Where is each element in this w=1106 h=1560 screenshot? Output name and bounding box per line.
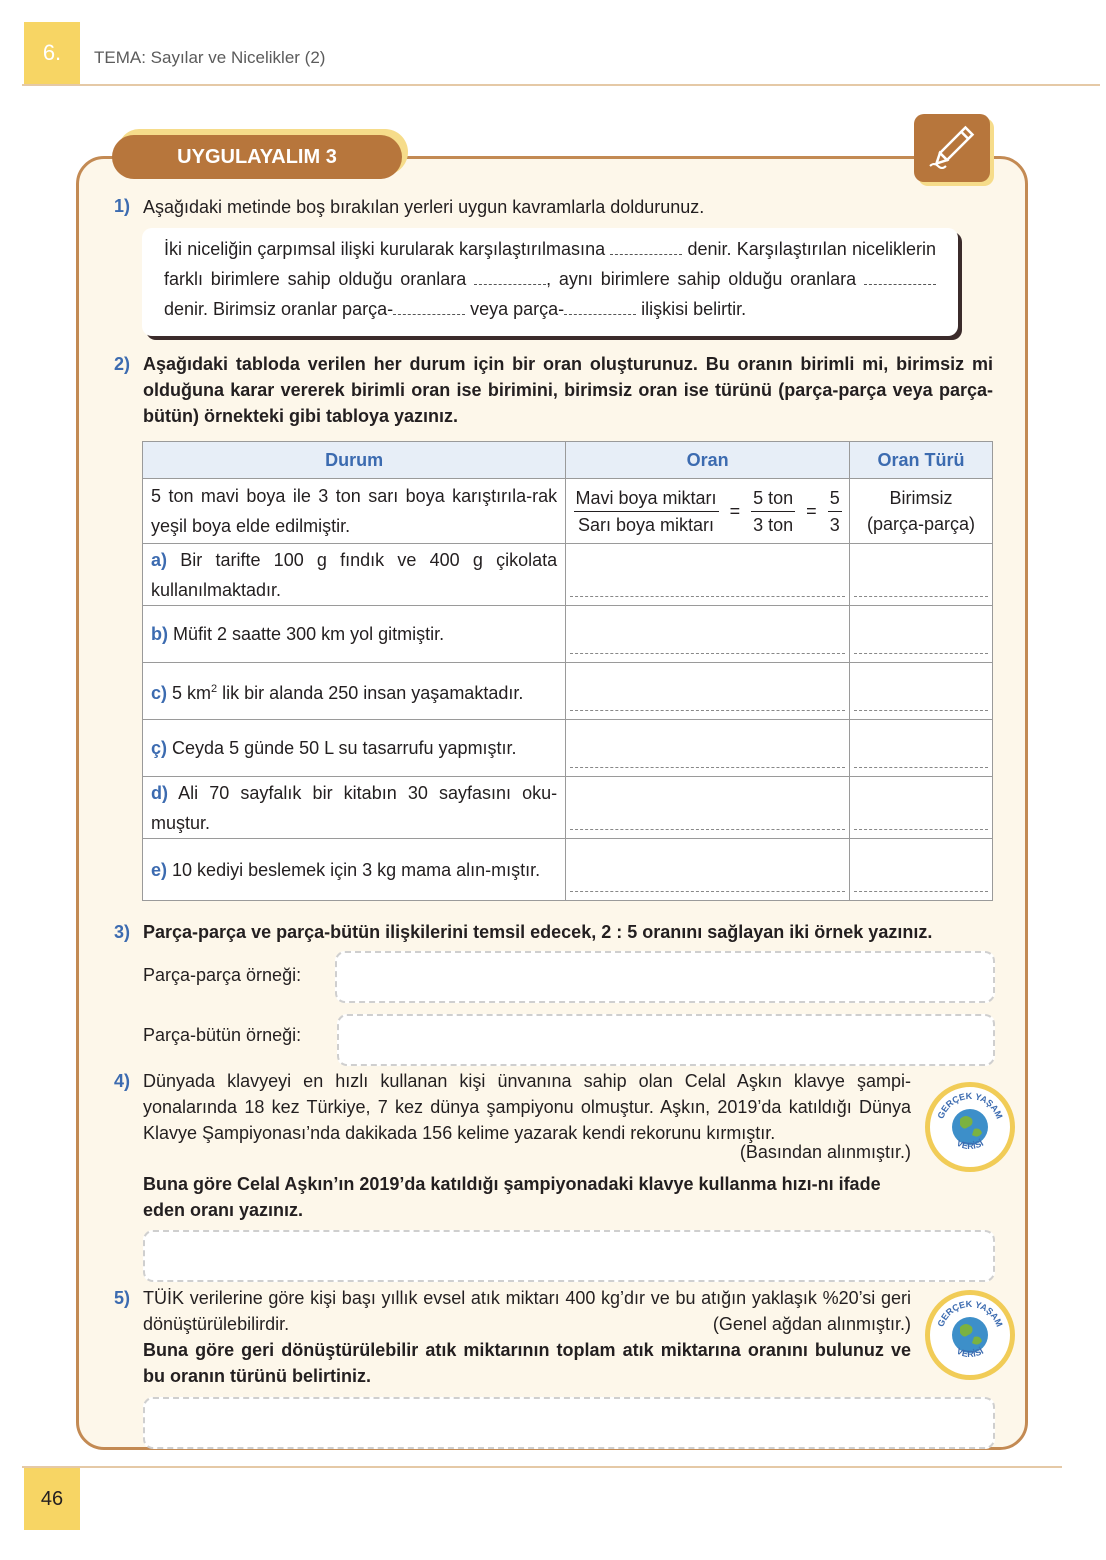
row-c-ratio-answer[interactable]	[566, 663, 850, 720]
table-row	[143, 663, 993, 720]
q4-question: Buna göre Celal Aşkın’ın 2019’da katıldığı şampiyonadaki klavye kullanma hızı-nı ifade eden oranı yazınız.	[143, 1174, 881, 1220]
q1-text-5: veya parça-	[470, 299, 565, 319]
q5-number: 5)	[114, 1288, 131, 1308]
fraction-3: $\frac{5}{3}$	[828, 485, 842, 538]
q4-source: (Basından alınmıştır.)	[739, 1142, 911, 1162]
section-title: UYGULAYALIM 3	[112, 135, 402, 179]
fraction-2: $\frac{\text{5 ton}}{\text{3 ton}}$	[751, 485, 795, 538]
q1-fill-text	[142, 228, 958, 336]
footer-divider	[22, 1466, 1062, 1468]
table-row	[143, 777, 993, 839]
globe-icon	[930, 1087, 1010, 1167]
q1-blank-5[interactable]	[564, 300, 636, 315]
q3-label-part-whole: Parça-bütün örneği:	[143, 1025, 302, 1045]
q4-answer-box[interactable]	[143, 1230, 995, 1282]
q1-text-4: denir. Birimsiz oranlar parça-	[164, 299, 394, 319]
theme-title: TEMA: Sayılar ve Nicelikler (2)	[94, 48, 326, 67]
fraction-1: $\frac{\text{Mavi boya miktarı}}{\text{Sarı boya miktarı}}$	[574, 485, 719, 538]
row-e-type-answer[interactable]	[850, 839, 993, 901]
row-e-ratio-answer[interactable]	[566, 839, 850, 901]
q1-blank-1[interactable]	[610, 240, 682, 255]
q1-text-3: , aynı birimlere sahip olduğu oranlara	[546, 269, 857, 289]
svg-text:GERÇEK YAŞAM: GERÇEK YAŞAM	[935, 1090, 1005, 1121]
svg-text:VERİSİ: VERİSİ	[955, 1137, 986, 1152]
svg-text:VERİSİ: VERİSİ	[955, 1345, 986, 1360]
q3-number: 3)	[114, 922, 131, 942]
grade-number: 6.	[24, 22, 80, 84]
q3-answer-part-whole[interactable]	[337, 1014, 995, 1066]
row-d-text: d) Ali 70 sayfalık bir kitabın 30 sayfasını oku-muştur.	[143, 777, 566, 839]
row-d-ratio-answer[interactable]	[566, 777, 850, 839]
q2-number: 2)	[114, 354, 131, 374]
q1-text-6: ilişkisi belirtir.	[641, 299, 747, 319]
q5-text: TÜİK verilerine göre kişi başı yıllık evsel atık miktarı 400 kg’dır ve bu atığın yaklaşık %20’si geri dönüştürülebilirdir.	[143, 1288, 911, 1334]
page-number: 46	[24, 1468, 80, 1530]
row-c-type-answer[interactable]	[850, 663, 993, 720]
equals-1: =	[729, 500, 741, 521]
row-a-text: a) Bir tarifte 100 g fındık ve 400 g çikolata kullanılmaktadır.	[143, 544, 566, 606]
header-divider	[22, 84, 1100, 86]
row-e-text: e) 10 kediyi beslemek için 3 kg mama alın-mıştır.	[143, 839, 566, 901]
table-row	[143, 544, 993, 606]
header-oran: Oran	[566, 442, 850, 479]
q3-prompt: Parça-parça ve parça-bütün ilişkilerini temsil edecek, 2 : 5 oranını sağlayan iki örnek yazınız.	[143, 922, 933, 942]
q4-text: Dünyada klavyeyi en hızlı kullanan kişi ünvanına sahip olan Celal Aşkın klavye şampi-yonalarında 18 kez Türkiye, 7 kez dünya şampiyonu olmuştur. Aşkın, 2019’da katıldığı Dünya Klavye Şampiyonası’nda dakikada 156 kelime yazarak kendi rekorunu kırmıştır.	[143, 1071, 911, 1143]
example-ratio	[566, 479, 850, 544]
q5-source: (Genel ağdan alınmıştır.)	[712, 1314, 911, 1334]
pencil-icon	[914, 114, 990, 182]
q1-text-2: denir. Karşılaştırılan niceliklerin farklı birimlere sahip olduğu oranlara	[164, 239, 936, 289]
row-c-text: c) 5 $km^2$ lik bir alanda 250 insan yaşamaktadır.	[143, 663, 566, 720]
row-d-type-answer[interactable]	[850, 777, 993, 839]
header-oran-turu: Oran Türü	[850, 442, 993, 479]
row-cc-ratio-answer[interactable]	[566, 720, 850, 777]
q4-number: 4)	[114, 1071, 131, 1091]
row-a-type-answer[interactable]	[850, 544, 993, 606]
example-text: 5 ton mavi boya ile 3 ton sarı boya karıştırıla-rak yeşil boya elde edilmiştir.	[143, 479, 566, 544]
real-life-data-badge	[925, 1290, 1015, 1380]
q1-text-1: İki niceliğin çarpımsal ilişki kurularak karşılaştırılmasına	[164, 239, 606, 259]
table-row	[143, 606, 993, 663]
row-b-text: b) Müfit 2 saatte 300 km yol gitmiştir.	[143, 606, 566, 663]
globe-icon	[930, 1295, 1010, 1375]
ratio-table	[142, 441, 993, 901]
row-cc-text: ç) Ceyda 5 günde 50 L su tasarrufu yapmıştır.	[143, 720, 566, 777]
svg-text:GERÇEK YAŞAM: GERÇEK YAŞAM	[935, 1298, 1005, 1329]
q1-blank-4[interactable]	[393, 300, 465, 315]
row-a-ratio-answer[interactable]	[566, 544, 850, 606]
row-b-type-answer[interactable]	[850, 606, 993, 663]
real-life-data-badge	[925, 1082, 1015, 1172]
table-row	[143, 839, 993, 901]
equals-2: =	[806, 500, 817, 521]
q2-prompt: Aşağıdaki tabloda verilen her durum için bir oran oluşturunuz. Bu oranın birimli mi, birimsiz mi olduğuna karar vererek birimli oran ise birimini, birimsiz oran ise türünü (parça-parça veya parça-bütün) örnekteki gibi tabloya yazınız.	[143, 354, 993, 426]
q5-question: Buna göre geri dönüştürülebilir atık miktarının toplam atık miktarına oranını bulunuz ve bu oranın türünü belirtiniz.	[143, 1340, 911, 1386]
q1-blank-3[interactable]	[864, 270, 936, 285]
row-b-ratio-answer[interactable]	[566, 606, 850, 663]
header-durum: Durum	[143, 442, 566, 479]
q1-prompt: Aşağıdaki metinde boş bırakılan yerleri uygun kavramlarla doldurunuz.	[143, 197, 705, 217]
q1-number: 1)	[114, 196, 131, 216]
q3-answer-part-part[interactable]	[335, 951, 995, 1003]
table-row	[143, 720, 993, 777]
table-row-example	[143, 479, 993, 544]
example-type: Birimsiz (parça-parça)	[850, 479, 993, 544]
row-cc-type-answer[interactable]	[850, 720, 993, 777]
q1-blank-2[interactable]	[474, 270, 546, 285]
q5-answer-box[interactable]	[143, 1397, 995, 1449]
q3-label-part-part: Parça-parça örneği:	[143, 965, 302, 985]
